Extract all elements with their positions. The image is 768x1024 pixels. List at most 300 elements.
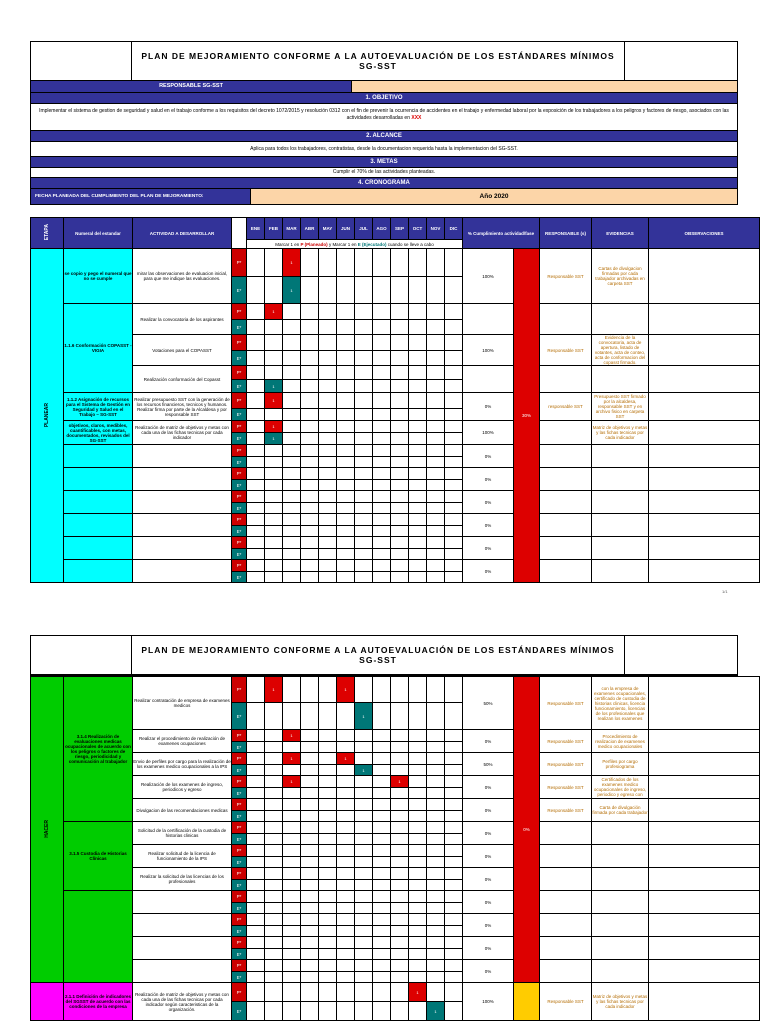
month-cell[interactable] (373, 926, 391, 937)
month-cell[interactable] (337, 457, 355, 468)
month-cell[interactable] (301, 304, 319, 320)
month-cell[interactable] (391, 514, 409, 526)
activity-cell[interactable] (133, 491, 232, 514)
month-cell[interactable] (445, 249, 463, 277)
month-cell[interactable] (265, 788, 283, 799)
month-cell[interactable] (373, 753, 391, 765)
month-cell[interactable] (355, 811, 373, 822)
month-cell[interactable] (391, 677, 409, 703)
month-cell[interactable] (445, 393, 463, 409)
month-cell[interactable] (337, 822, 355, 834)
observations-cell[interactable] (649, 753, 760, 776)
month-cell[interactable] (391, 421, 409, 433)
activity-cell[interactable] (133, 891, 232, 914)
month-cell[interactable] (409, 949, 427, 960)
month-cell[interactable] (283, 560, 301, 572)
month-cell[interactable] (247, 788, 265, 799)
month-cell[interactable] (355, 891, 373, 903)
month-cell[interactable] (445, 891, 463, 903)
month-cell[interactable] (319, 491, 337, 503)
month-cell[interactable] (319, 503, 337, 514)
month-cell[interactable] (427, 983, 445, 1002)
month-cell[interactable] (247, 914, 265, 926)
month-cell[interactable] (337, 480, 355, 491)
month-cell[interactable] (427, 868, 445, 880)
month-cell[interactable] (265, 776, 283, 788)
month-cell[interactable] (247, 503, 265, 514)
month-cell[interactable] (337, 776, 355, 788)
month-cell[interactable] (247, 549, 265, 560)
month-cell[interactable] (373, 503, 391, 514)
month-cell[interactable] (391, 304, 409, 320)
activity-cell[interactable] (133, 937, 232, 960)
month-cell[interactable] (409, 351, 427, 366)
month-cell[interactable] (391, 834, 409, 845)
month-cell[interactable] (247, 560, 265, 572)
activity-cell[interactable]: Envio de perfiles por cargo para la realización de los examenes medico ocupacionales a la IPS (133, 753, 232, 776)
month-cell[interactable] (337, 765, 355, 776)
month-cell[interactable] (409, 277, 427, 304)
month-cell[interactable] (301, 366, 319, 380)
month-cell[interactable] (337, 335, 355, 351)
month-cell[interactable] (283, 277, 301, 304)
month-cell[interactable] (247, 304, 265, 320)
month-cell[interactable] (247, 960, 265, 972)
month-cell[interactable] (445, 765, 463, 776)
month-cell[interactable] (265, 335, 283, 351)
month-cell[interactable] (337, 960, 355, 972)
month-cell[interactable] (373, 320, 391, 335)
month-cell[interactable] (301, 937, 319, 949)
month-cell[interactable] (409, 880, 427, 891)
month-cell[interactable] (391, 891, 409, 903)
month-cell[interactable] (247, 811, 265, 822)
month-cell[interactable] (301, 560, 319, 572)
month-cell[interactable] (373, 537, 391, 549)
month-cell[interactable] (427, 903, 445, 914)
month-cell[interactable] (391, 857, 409, 868)
month-cell[interactable] (373, 277, 391, 304)
month-cell[interactable] (337, 903, 355, 914)
month-cell[interactable] (355, 776, 373, 788)
month-cell[interactable] (355, 468, 373, 480)
month-cell[interactable] (283, 868, 301, 880)
month-cell[interactable] (427, 1002, 445, 1021)
month-cell[interactable] (409, 491, 427, 503)
month-cell[interactable] (319, 537, 337, 549)
observations-cell[interactable] (649, 868, 760, 891)
month-cell[interactable] (409, 799, 427, 811)
month-cell[interactable] (391, 742, 409, 753)
month-cell[interactable] (445, 320, 463, 335)
month-cell[interactable] (445, 457, 463, 468)
month-cell[interactable] (391, 799, 409, 811)
month-cell[interactable] (355, 351, 373, 366)
month-cell[interactable] (301, 480, 319, 491)
month-cell[interactable] (319, 421, 337, 433)
month-cell[interactable] (247, 1002, 265, 1021)
month-cell[interactable] (283, 730, 301, 742)
month-cell[interactable] (427, 857, 445, 868)
month-cell[interactable] (265, 433, 283, 445)
month-cell[interactable] (355, 742, 373, 753)
month-cell[interactable] (301, 983, 319, 1002)
month-cell[interactable] (337, 320, 355, 335)
month-cell[interactable] (427, 320, 445, 335)
month-cell[interactable] (337, 572, 355, 583)
activity-cell[interactable] (133, 914, 232, 937)
month-cell[interactable] (445, 421, 463, 433)
month-cell[interactable] (427, 549, 445, 560)
month-cell[interactable] (445, 572, 463, 583)
month-cell[interactable] (427, 445, 445, 457)
month-cell[interactable] (373, 491, 391, 503)
month-cell[interactable] (445, 857, 463, 868)
month-cell[interactable] (445, 366, 463, 380)
month-cell[interactable] (373, 560, 391, 572)
month-cell[interactable] (337, 549, 355, 560)
month-cell[interactable] (283, 366, 301, 380)
month-cell[interactable] (427, 351, 445, 366)
month-cell[interactable] (265, 468, 283, 480)
month-cell[interactable] (319, 730, 337, 742)
month-cell[interactable] (355, 822, 373, 834)
activity-cell[interactable]: Solicitud de la certificación de la custodia de historias clinicas (133, 822, 232, 845)
month-cell[interactable] (409, 857, 427, 868)
month-cell[interactable] (247, 880, 265, 891)
month-cell[interactable] (355, 914, 373, 926)
month-cell[interactable] (283, 822, 301, 834)
month-cell[interactable] (265, 891, 283, 903)
month-cell[interactable] (409, 335, 427, 351)
month-cell[interactable] (373, 949, 391, 960)
month-cell[interactable] (301, 914, 319, 926)
month-cell[interactable] (319, 351, 337, 366)
month-cell[interactable] (391, 393, 409, 409)
month-cell[interactable] (355, 537, 373, 549)
month-cell[interactable] (427, 811, 445, 822)
month-cell[interactable] (409, 549, 427, 560)
month-cell[interactable] (319, 822, 337, 834)
month-cell[interactable] (409, 457, 427, 468)
month-cell[interactable] (409, 366, 427, 380)
month-cell[interactable] (373, 799, 391, 811)
month-cell[interactable] (409, 937, 427, 949)
month-cell[interactable] (283, 845, 301, 857)
month-cell[interactable] (337, 445, 355, 457)
month-cell[interactable] (409, 703, 427, 730)
month-cell[interactable] (283, 304, 301, 320)
month-cell[interactable] (445, 753, 463, 765)
month-cell[interactable] (355, 937, 373, 949)
month-cell[interactable] (445, 526, 463, 537)
month-cell[interactable] (247, 335, 265, 351)
month-cell[interactable] (445, 926, 463, 937)
month-cell[interactable] (409, 776, 427, 788)
month-cell[interactable] (337, 880, 355, 891)
month-cell[interactable] (247, 677, 265, 703)
month-cell[interactable] (445, 1002, 463, 1021)
month-cell[interactable] (301, 776, 319, 788)
month-cell[interactable] (301, 926, 319, 937)
month-cell[interactable] (319, 753, 337, 765)
month-cell[interactable] (283, 380, 301, 393)
month-cell[interactable] (319, 445, 337, 457)
month-cell[interactable] (265, 677, 283, 703)
month-cell[interactable] (265, 409, 283, 421)
month-cell[interactable] (355, 868, 373, 880)
month-cell[interactable] (355, 514, 373, 526)
month-cell[interactable] (301, 880, 319, 891)
observations-cell[interactable] (649, 914, 760, 937)
month-cell[interactable] (373, 304, 391, 320)
month-cell[interactable] (265, 914, 283, 926)
month-cell[interactable] (301, 335, 319, 351)
month-cell[interactable] (319, 468, 337, 480)
month-cell[interactable] (409, 834, 427, 845)
month-cell[interactable] (265, 457, 283, 468)
month-cell[interactable] (337, 1002, 355, 1021)
observations-cell[interactable] (649, 776, 760, 799)
month-cell[interactable] (355, 526, 373, 537)
month-cell[interactable] (301, 320, 319, 335)
month-cell[interactable] (409, 914, 427, 926)
month-cell[interactable] (427, 972, 445, 983)
month-cell[interactable] (373, 880, 391, 891)
month-cell[interactable] (355, 304, 373, 320)
month-cell[interactable] (445, 503, 463, 514)
month-cell[interactable] (283, 335, 301, 351)
month-cell[interactable] (337, 788, 355, 799)
month-cell[interactable] (319, 335, 337, 351)
month-cell[interactable] (427, 765, 445, 776)
month-cell[interactable] (373, 445, 391, 457)
month-cell[interactable] (391, 972, 409, 983)
month-cell[interactable] (283, 753, 301, 765)
month-cell[interactable] (373, 526, 391, 537)
month-cell[interactable] (373, 972, 391, 983)
month-cell[interactable] (355, 457, 373, 468)
month-cell[interactable] (337, 857, 355, 868)
month-cell[interactable] (283, 491, 301, 503)
month-cell[interactable] (391, 468, 409, 480)
month-cell[interactable] (283, 983, 301, 1002)
month-cell[interactable] (247, 730, 265, 742)
month-cell[interactable] (283, 572, 301, 583)
observations-cell[interactable] (649, 393, 760, 421)
month-cell[interactable] (373, 914, 391, 926)
month-cell[interactable] (355, 845, 373, 857)
month-cell[interactable] (319, 891, 337, 903)
month-cell[interactable] (373, 730, 391, 742)
month-cell[interactable] (319, 880, 337, 891)
month-cell[interactable] (283, 445, 301, 457)
month-cell[interactable] (301, 811, 319, 822)
observations-cell[interactable] (649, 445, 760, 468)
month-cell[interactable] (301, 857, 319, 868)
month-cell[interactable] (409, 765, 427, 776)
month-cell[interactable] (337, 845, 355, 857)
month-cell[interactable] (355, 320, 373, 335)
month-cell[interactable] (391, 277, 409, 304)
month-cell[interactable] (265, 491, 283, 503)
month-cell[interactable] (301, 972, 319, 983)
month-cell[interactable] (445, 335, 463, 351)
month-cell[interactable] (337, 949, 355, 960)
observations-cell[interactable] (649, 335, 760, 366)
month-cell[interactable] (373, 868, 391, 880)
month-cell[interactable] (427, 503, 445, 514)
month-cell[interactable] (391, 380, 409, 393)
month-cell[interactable] (337, 703, 355, 730)
month-cell[interactable] (391, 366, 409, 380)
month-cell[interactable] (445, 560, 463, 572)
month-cell[interactable] (355, 421, 373, 433)
month-cell[interactable] (301, 891, 319, 903)
month-cell[interactable] (265, 857, 283, 868)
month-cell[interactable] (319, 983, 337, 1002)
month-cell[interactable] (409, 1002, 427, 1021)
month-cell[interactable] (265, 445, 283, 457)
month-cell[interactable] (373, 457, 391, 468)
month-cell[interactable] (445, 960, 463, 972)
month-cell[interactable] (427, 457, 445, 468)
month-cell[interactable] (265, 799, 283, 811)
month-cell[interactable] (283, 468, 301, 480)
month-cell[interactable] (337, 514, 355, 526)
month-cell[interactable] (445, 537, 463, 549)
month-cell[interactable] (265, 753, 283, 765)
month-cell[interactable] (247, 445, 265, 457)
observations-cell[interactable] (649, 730, 760, 753)
month-cell[interactable] (301, 491, 319, 503)
month-cell[interactable] (301, 960, 319, 972)
month-cell[interactable] (319, 249, 337, 277)
month-cell[interactable] (373, 983, 391, 1002)
month-cell[interactable] (427, 788, 445, 799)
month-cell[interactable] (265, 277, 283, 304)
month-cell[interactable] (391, 788, 409, 799)
month-cell[interactable] (301, 549, 319, 560)
activity-cell[interactable] (133, 560, 232, 583)
month-cell[interactable] (373, 366, 391, 380)
month-cell[interactable] (337, 891, 355, 903)
month-cell[interactable] (247, 433, 265, 445)
month-cell[interactable] (283, 421, 301, 433)
month-cell[interactable] (427, 277, 445, 304)
month-cell[interactable] (373, 549, 391, 560)
month-cell[interactable] (337, 304, 355, 320)
month-cell[interactable] (301, 572, 319, 583)
month-cell[interactable] (445, 445, 463, 457)
month-cell[interactable] (373, 433, 391, 445)
month-cell[interactable] (301, 868, 319, 880)
month-cell[interactable] (355, 335, 373, 351)
month-cell[interactable] (265, 949, 283, 960)
month-cell[interactable] (427, 468, 445, 480)
month-cell[interactable] (283, 514, 301, 526)
month-cell[interactable] (337, 742, 355, 753)
month-cell[interactable] (445, 949, 463, 960)
month-cell[interactable] (445, 799, 463, 811)
activity-cell[interactable]: Realizar presupuesto SST con la generación de los recursos financieros, tecnicos y humanos. Realizar firma por parte de la Alcaldesa y por responsable SST (133, 393, 232, 421)
month-cell[interactable] (427, 572, 445, 583)
month-cell[interactable] (427, 834, 445, 845)
month-cell[interactable] (373, 1002, 391, 1021)
month-cell[interactable] (337, 249, 355, 277)
observations-cell[interactable] (649, 983, 760, 1021)
month-cell[interactable] (409, 868, 427, 880)
month-cell[interactable] (355, 409, 373, 421)
month-cell[interactable] (337, 433, 355, 445)
month-cell[interactable] (247, 742, 265, 753)
month-cell[interactable] (427, 753, 445, 765)
month-cell[interactable] (355, 249, 373, 277)
month-cell[interactable] (265, 393, 283, 409)
month-cell[interactable] (301, 351, 319, 366)
observations-cell[interactable] (649, 537, 760, 560)
month-cell[interactable] (283, 537, 301, 549)
month-cell[interactable] (301, 742, 319, 753)
month-cell[interactable] (283, 320, 301, 335)
month-cell[interactable] (301, 433, 319, 445)
observations-cell[interactable] (649, 822, 760, 845)
month-cell[interactable] (283, 526, 301, 537)
month-cell[interactable] (337, 366, 355, 380)
month-cell[interactable] (301, 537, 319, 549)
month-cell[interactable] (409, 468, 427, 480)
month-cell[interactable] (319, 320, 337, 335)
month-cell[interactable] (301, 730, 319, 742)
month-cell[interactable] (373, 351, 391, 366)
month-cell[interactable] (319, 480, 337, 491)
month-cell[interactable] (283, 960, 301, 972)
month-cell[interactable] (247, 857, 265, 868)
month-cell[interactable] (283, 914, 301, 926)
month-cell[interactable] (337, 799, 355, 811)
month-cell[interactable] (337, 491, 355, 503)
month-cell[interactable] (355, 677, 373, 703)
month-cell[interactable] (247, 776, 265, 788)
month-cell[interactable] (319, 572, 337, 583)
month-cell[interactable] (355, 480, 373, 491)
month-cell[interactable] (265, 503, 283, 514)
activity-cell[interactable] (133, 960, 232, 983)
month-cell[interactable] (427, 703, 445, 730)
month-cell[interactable] (409, 730, 427, 742)
month-cell[interactable] (409, 788, 427, 799)
month-cell[interactable] (265, 926, 283, 937)
month-cell[interactable] (391, 560, 409, 572)
month-cell[interactable] (391, 249, 409, 277)
month-cell[interactable] (409, 560, 427, 572)
month-cell[interactable] (283, 799, 301, 811)
month-cell[interactable] (427, 914, 445, 926)
month-cell[interactable] (283, 1002, 301, 1021)
month-cell[interactable] (319, 926, 337, 937)
month-cell[interactable] (337, 834, 355, 845)
month-cell[interactable] (355, 549, 373, 560)
month-cell[interactable] (391, 937, 409, 949)
month-cell[interactable] (283, 677, 301, 703)
month-cell[interactable] (283, 351, 301, 366)
month-cell[interactable] (265, 351, 283, 366)
month-cell[interactable] (373, 335, 391, 351)
month-cell[interactable] (247, 822, 265, 834)
month-cell[interactable] (265, 903, 283, 914)
month-cell[interactable] (391, 335, 409, 351)
month-cell[interactable] (247, 926, 265, 937)
